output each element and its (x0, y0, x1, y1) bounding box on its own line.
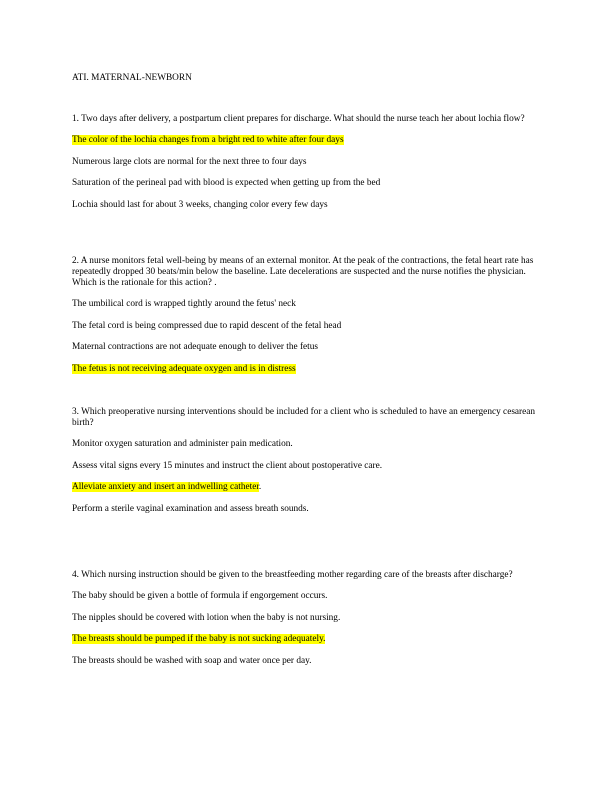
question-block-4 (72, 570, 540, 677)
answer-option-b: The nipples should be covered with lotion when the baby is not nursing. (72, 612, 341, 623)
answer-option-d (72, 364, 540, 375)
question-block-3 (72, 407, 540, 525)
answer-option-c: Maternal contractions are not adequate enough to deliver the fetus (72, 342, 319, 352)
highlighted-answer: Alleviate anxiety and insert an indwelling catheter (72, 482, 259, 492)
question-block-2 (72, 256, 540, 385)
question-stem: 4. Which nursing instruction should be given to the breastfeeding mother regarding care of the breasts after discharge? (72, 570, 513, 580)
answer-option-a: The umbilical cord is wrapped tightly around the fetus' neck (72, 299, 296, 309)
answer-option-c (72, 634, 540, 645)
answer-option-c: Saturation of the perineal pad with blood is expected when getting up from the bed (72, 178, 381, 188)
highlighted-answer: The color of the lochia changes from a bright red to white after four days (72, 135, 344, 145)
answer-option-b: Numerous large clots are normal for the next three to four days (72, 156, 307, 167)
question-block-1 (72, 114, 540, 221)
question-stem: 2. A nurse monitors fetal well-being by means of an external monitor. At the peak of the contractions, the fetal heart rate has repeatedly dropped 30 beats/min below the baseline. Late decelerations are suspected and the nurse notifies the physician. Which is the rationale for this action? . (72, 256, 534, 288)
answer-option-b: The fetal cord is being compressed due to rapid descent of the fetal head (72, 320, 342, 331)
document-title: ATI. MATERNAL-NEWBORN (72, 73, 192, 83)
answer-option-d: The breasts should be washed with soap and water once per day. (72, 655, 312, 666)
highlighted-answer: The breasts should be pumped if the baby is not sucking adequately. (72, 634, 326, 644)
answer-option-d: Perform a sterile vaginal examination and assess breath sounds. (72, 503, 309, 514)
answer-option-a: The baby should be given a bottle of formula if engorgement occurs. (72, 591, 328, 601)
answer-suffix: . (258, 482, 262, 492)
question-stem: 1. Two days after delivery, a postpartum client prepares for discharge. What should the nurse teach her about lochia flow? (72, 114, 525, 124)
answer-option-a: Monitor oxygen saturation and administer pain medication. (72, 439, 293, 449)
highlighted-answer: The fetus is not receiving adequate oxygen and is in distress (72, 363, 296, 374)
answer-option-b: Assess vital signs every 15 minutes and instruct the client about postoperative care. (72, 460, 383, 471)
answer-option-c (72, 482, 540, 493)
answer-option-d: Lochia should last for about 3 weeks, changing color every few days (72, 199, 328, 210)
question-stem: 3. Which preoperative nursing interventions should be included for a client who is scheduled to have an emergency cesarean birth? (72, 407, 536, 428)
answer-option-a (72, 135, 540, 146)
